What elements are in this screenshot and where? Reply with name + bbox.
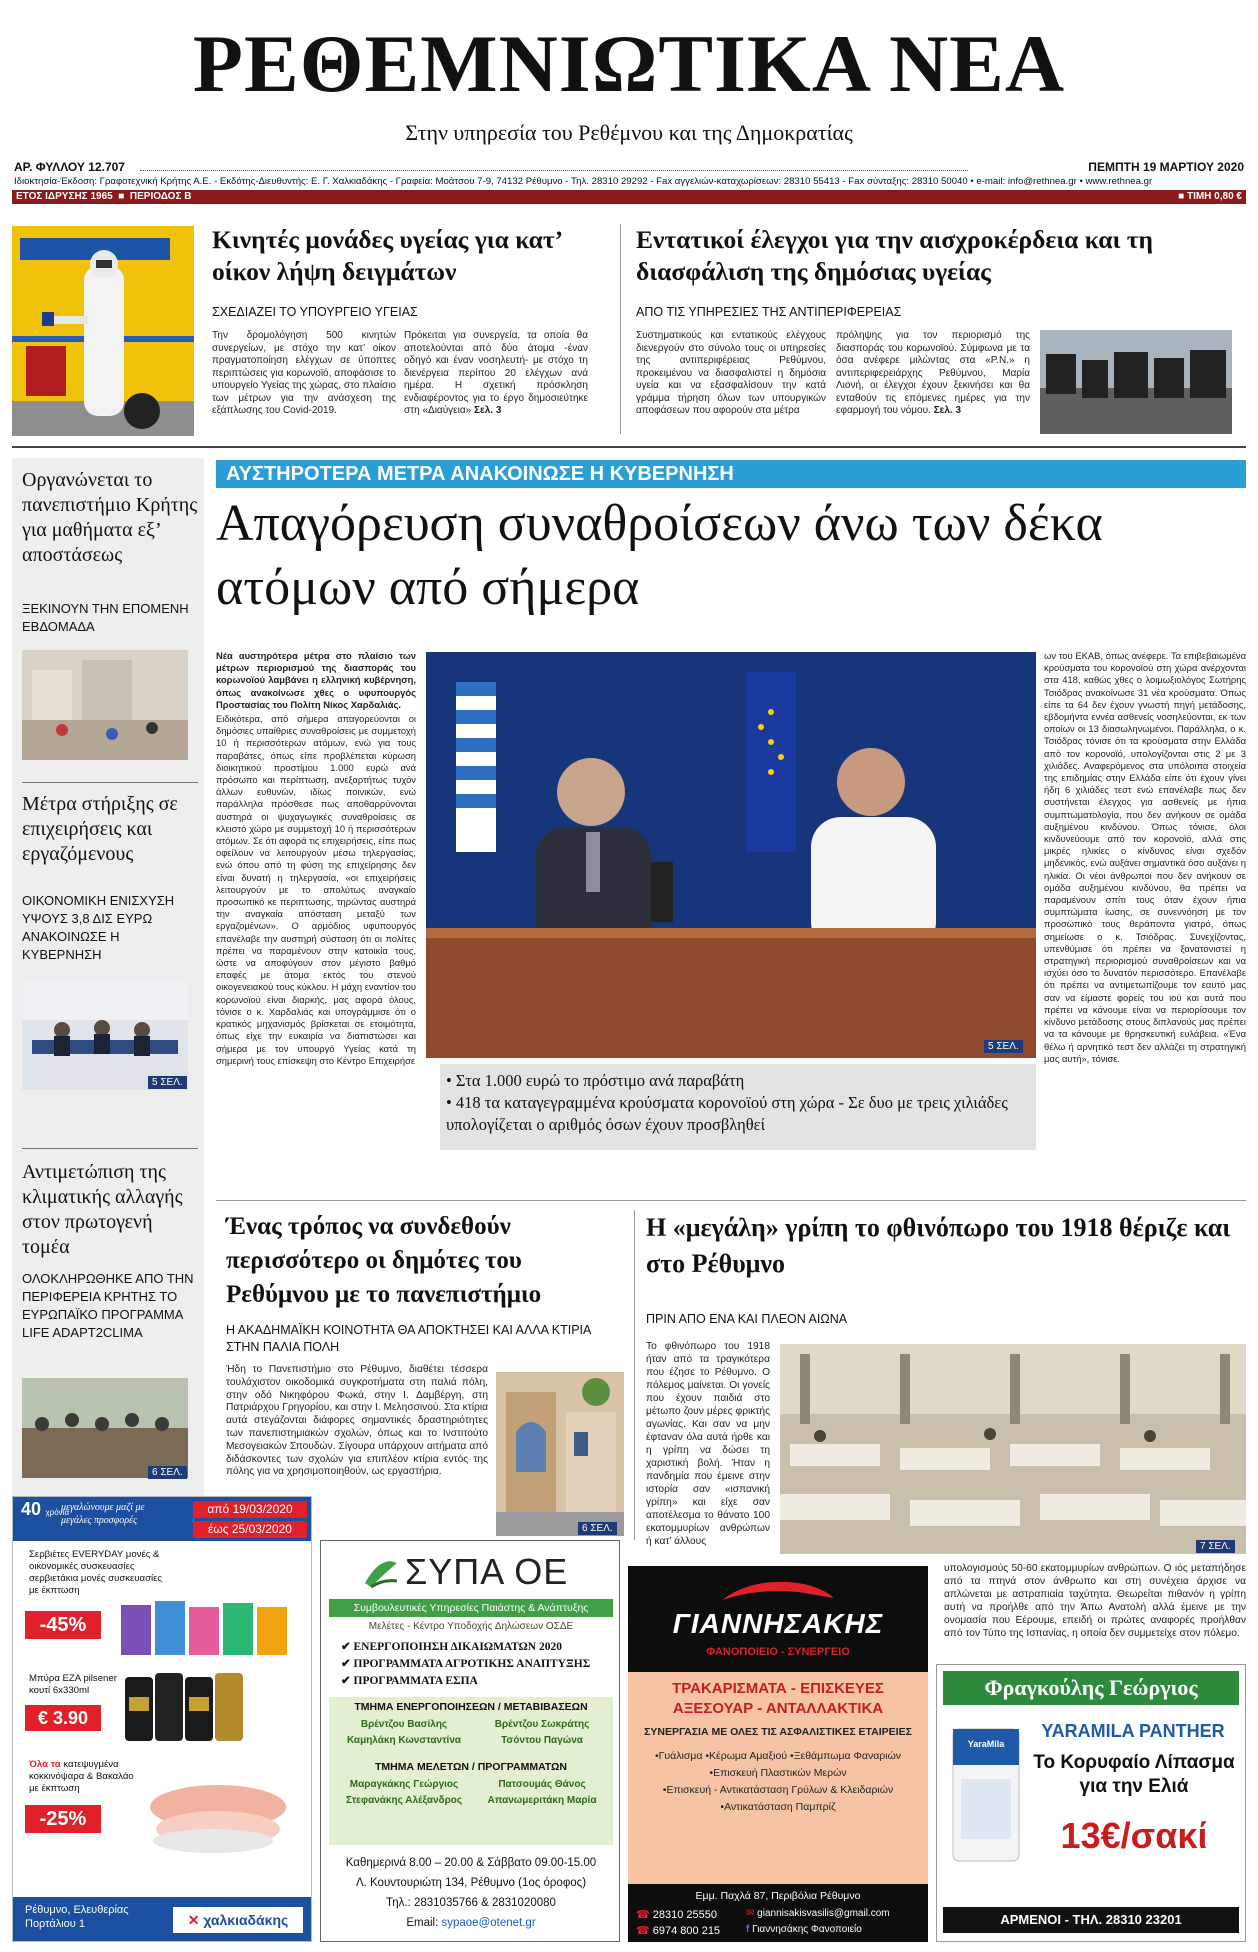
lead-bullet-2-text: 418 τα καταγεγραμμένα κρούσματα κορονοϊού στη χώρα - Σε δυο με τρεις χιλιάδες υπολογίζεται ο αριθμός όσων έχουν προσβληθεί xyxy=(446,1093,1008,1134)
masthead-info-bar xyxy=(12,190,1246,204)
lead-headline: Απαγόρευση συναθροίσεων άνω των δέκα ατόμων από σήμερα xyxy=(216,495,1103,616)
giannisakis-email xyxy=(746,1908,890,1919)
conference-illustration xyxy=(22,1378,188,1478)
car-silhouette-icon xyxy=(718,1576,838,1606)
old-town-photo xyxy=(496,1372,624,1536)
offer1-text: Σερβιέτες EVERYDAY μονές & οικονομικές συσκευασίες σερβιετάκια μονές συσκευασίες με έκπτωση xyxy=(29,1549,163,1596)
lead-bullet-1 xyxy=(446,1070,1030,1092)
sypa-dept1-person-2: Βρέντζου Σωκράτης xyxy=(494,1719,590,1730)
chairs-illustration xyxy=(1040,330,1232,434)
top-left-col2-text: Πρόκειται για συνεργεία, τα οποία θα αποτελούνται από δύο άτομα -έναν οδηγό και έναν νοσηλευτή- με στόχο τη διενέργεια περίπου 20 ελέγχων ανά ημέρα. Η σχετική πρόσκληση ενδιαφέροντος για το έργο δημοσιεύτηκε στη «Διαύγεια» xyxy=(404,330,588,416)
email-icon: ✉ xyxy=(746,1908,758,1919)
store-x-icon: ✕ xyxy=(187,1912,204,1928)
check-icon: ✔ xyxy=(341,1658,354,1670)
mid-right-headline: Η «μεγάλη» γρίπη το φθινόπωρο του 1918 θέριζε και στο Ρέθυμνο xyxy=(646,1213,1231,1278)
lead-left-body: Ειδικότερα, από σήμερα απαγορεύονται οι δημόσιες υπαίθριες συναθροίσεις με συμμετοχή 10 ή περισσότερων ατόμων, ενώ για τους παραβάτες, όπως είπε προβλέπεται κύρωση διοικητικού προστίμου 1.000 ευρώ ανά πρόσωπο και περίπτωση, ανεξαρτήτως τυχόν άλλων ευθυνών, ιδίως ποινικών, ενώ παράλληλα πρόσθεσε πως αποθαρρύνονται αυστηρά οι ψυχαγωγικές συναθροίσεις σε κλειστό χώρο με συμμετοχή 10 ή περισσότερων ατόμων. Σε ότι αφορά τις επιχειρήσεις, είπε πως οφείλουν να λειτουργούν μέσω τηλεργασίας, ενώ όπου από τη φύση της επιχείρησης δεν είναι δυνατή η τηλεργασία, «οι επιχειρήσεις λειτουργούν με το απολύτως αναγκαίο προσωπικό κε περιπτωσης, τηρώντας αυστηρά την αναγκαία απόσταση μεταξύ των εργαζομένων». Ο αρμόδιος υφυπουργός επανέλαβε την αυστηρή σύσταση ότι οι πολίτες πρέπει να παραμένουν στην κατοικία τους, ώστε να αποφύγουν στον μέγιστο βαθμό επαφές με άτομα εκτός του στενού οικογενειακού τους κύκλου. Η μάχη εναντίον του κορωνοϊού είναι διαρκής, μας αφορά όλους, τόνισε ο κ. Χαρδαλιάς και υπογράμμισε ότι ο κρατικός μηχανισμός βρίσκεται σε ετοιμότητα, όπως είχε την ευκαιρία να διαπιστώσει και σήμερα με τον υπουργό Υγείας κατά τη σημερινή τους επίσκεψη στο Κέντρο Επιχειρήσε xyxy=(216,713,416,1066)
offer3-desc: κατεψυγμένα κοκκινόψαρα & Βακαλάο με έκπτωση xyxy=(29,1759,134,1794)
giannisakis-fb xyxy=(746,1924,862,1935)
fragkoulis-contact: ΑΡΜΕΝΟΙ - ΤΗΛ. 28310 23201 xyxy=(943,1907,1239,1933)
mid-right-body-left: Το φθινόπωρο του 1918 ήταν από τα τραγικότερα που έζησε το Ρέθυμνο. Ο πόλεμος μαίνεται. Οι γονείς που έχουν παιδιά στο μέτωπο ζουν μέρες φρικτής αγωνίας. Και σαν να μην έφταναν όλα αυτά ήρθε και η γρίπη να δώσει τη χαριστική βολή. Ήταν η πανδημία που έμεινε στην ιστορία σαν «ισπανική γρίπη» και είχε σαν αποτέλεσμα το θάνατο 100 εκατομμυρίων ανθρώπων ή κατ’ άλλους xyxy=(646,1341,770,1547)
fragkoulis-desc: Το Κορυφαίο Λίπασμα για την Ελιά xyxy=(1033,1752,1235,1797)
issue-number: ΑΡ. ΦΥΛΛΟΥ 12.707 xyxy=(14,160,125,174)
price-label xyxy=(1178,190,1242,204)
service-4: Επισκευή Πλαστικών Μερών xyxy=(713,1767,847,1779)
top-right-col2 xyxy=(836,330,1030,418)
mid-left-headline: Ένας τρόπος να συνδεθούν περισσότερο οι δημότες του Ρεθύμνου με το πανεπιστήμιο xyxy=(226,1213,542,1308)
square-icon: ■ xyxy=(115,191,128,202)
sypa-phone: Τηλ.: 2831035766 & 2831020080 xyxy=(386,1897,556,1909)
offer1-value: -45% xyxy=(25,1611,101,1639)
sypa-logo-icon xyxy=(361,1553,401,1593)
lead-bullet-2 xyxy=(446,1092,1030,1136)
sypa-service-2 xyxy=(341,1656,611,1673)
badge-number: 40 xyxy=(21,1499,42,1519)
sypa-dept2-person-3: Στεφανάκης Αλέξανδρος xyxy=(345,1795,463,1806)
dot-icon: • xyxy=(705,1750,710,1762)
phone2-text[interactable]: 6974 800 215 xyxy=(652,1925,721,1937)
sidebar-item-1-photo xyxy=(22,650,188,760)
sypa-dept1-person-3: Καμηλάκη Κωνσταντίνα xyxy=(346,1735,462,1746)
mid-left-body: Ήδη το Πανεπιστήμιο στο Ρέθυμνο, διαθέτει τέσσερα τουλάχιστον οικοδομικά συγκροτήματα στη παλιά πόλη, στην οδό Νικηφόρου Φωκά, στην Ι. Δαμβέργη, στη Πατριάρχου Γρηγορίου, και στην Ι. Μελησσινού. Στα κτίρια αυτά στεγάζονται διάφορες σημαντικές δραστηριότητες των πανεπιστημιακών σχολών, όπως και το Ινστιτούτο Μεσογειακών Σπουδών. Σίγουρα υπάρχουν αιτήματα από διδάσκοντες των σχολών για επιπλέον κτίρια εντός της πόλης για να χρησιμοποιηθούν, ως εργαστήρια. xyxy=(226,1364,488,1478)
sidebar-divider-1 xyxy=(22,782,198,783)
sidebar-item-2-kicker: ΟΙΚΟΝΟΜΙΚΗ ΕΝΙΣΧΥΣΗ ΥΨΟΥΣ 3,8 ΔΙΣ ΕΥΡΩ ΑΝΑΚΟΙΝΩΣΕ Η ΚΥΒΕΡΝΗΣΗ xyxy=(22,893,175,962)
sidebar-item-1-headline[interactable]: Οργανώνεται το πανεπιστήμιο Κρήτης για μαθήματα εξ’ αποστάσεως xyxy=(22,469,198,566)
sidebar-item-1-kicker: ΞΕΚΙΝΟΥΝ ΤΗΝ ΕΠΟΜΕΝΗ ΕΒΔΟΜΑΔΑ xyxy=(22,601,189,634)
publisher-line: Ιδιοκτησία-Έκδοση: Γραφοτεχνική Κρήτης Α.Ε. - Εκδότης-Διευθυντής: Ε. Γ. Χαλκιαδάκης - Γραφεία: Μοάτσου 7-9, 74132 Ρέθυμνο - Τηλ. 28310 29292 - Fax αγγελιών-καταχωρίσεων: 28310 55413 - Fax σύνταξης: 28310 50040 • e-mail: info@rethnea.gr • www.rethnea.gr xyxy=(14,176,1153,187)
dot-icon: • xyxy=(720,1801,725,1813)
sypa-ad[interactable] xyxy=(320,1540,620,1942)
sypa-dept1-person-4: Τσόντου Παγώνα xyxy=(501,1735,583,1746)
lead-bullets xyxy=(446,1070,1030,1136)
ambulance-illustration xyxy=(12,226,194,436)
mid-column-divider xyxy=(634,1210,635,1540)
service-6: Αντικατάσταση Παμπρίζ xyxy=(724,1801,836,1813)
giannisakis-line3: ΣΥΝΕΡΓΑΣΙΑ ΜΕ ΟΛΕΣ ΤΙΣ ΑΣΦΑΛΙΣΤΙΚΕΣ ΕΤΑΙΡΕΙΕΣ xyxy=(644,1726,912,1738)
mid-left-kicker: Η ΑΚΑΔΗΜΑΪΚΗ ΚΟΙΝΟΤΗΤΑ ΘΑ ΑΠΟΚΤΗΣΕΙ ΚΑΙ ΑΛΛΑ ΚΤΙΡΙΑ ΣΤΗΝ ΠΑΛΙΑ ΠΟΛΗ xyxy=(226,1323,591,1354)
mid-right-body-right: υπολογισμούς 50-60 εκατομμυρίων ανθρώπων. Ο ιός μεταπήδησε από τα πτηνά στον άνθρωπο και στη συνέχεια άρχισε να απλώνεται με αστραπιαία ταχύτητα. Θεωρείται πιθανόν η γρίπη αυτή να προήλθε από την Άπω Ανατολή αλλά έμεινε με την ονομασία που Εέρουμε, επειδή οι πρώτες αναφορές προήλθαν από τον Τύπο της Ισπανίας, η οποία δεν συμμετείχε στον πόλεμο. xyxy=(944,1563,1246,1639)
giannisakis-address: Εμμ. Παχλά 87, Περιβόλια Ρέθυμνο xyxy=(695,1890,861,1902)
top-right-kicker: ΑΠΟ ΤΙΣ ΥΠΗΡΕΣΙΕΣ ΤΗΣ ΑΝΤΙΠΕΡΙΦΕΡΕΙΑΣ xyxy=(636,305,902,319)
beer-product-image xyxy=(125,1667,265,1747)
giannisakis-services xyxy=(636,1748,920,1816)
sypa-email[interactable]: sypaoe@otenet.gr xyxy=(441,1917,536,1929)
mid-right-kicker: ΠΡΙΝ ΑΠΟ ΕΝΑ ΚΑΙ ΠΛΕΟΝ ΑΙΩΝΑ xyxy=(646,1312,848,1326)
service-3: Ξεθάμπωμα Φαναριών xyxy=(793,1750,902,1762)
fish-illustration xyxy=(143,1767,293,1857)
phone1-text[interactable]: 28310 25550 xyxy=(652,1909,717,1921)
fertilizer-bag-label: YaraMila xyxy=(967,1739,1005,1749)
offer3-text xyxy=(29,1759,139,1795)
founded-label xyxy=(16,190,191,204)
sypa-name: ΣΥΠΑ ΟΕ xyxy=(405,1551,569,1592)
check-icon: ✔ xyxy=(341,1675,354,1687)
beer-cans-illustration xyxy=(125,1667,265,1747)
giannisakis-line1: ΤΡΑΚΑΡΙΣΜΑΤΑ - ΕΠΙΣΚΕΥΕΣ xyxy=(672,1680,884,1697)
service-1: Γυάλισμα xyxy=(658,1750,703,1762)
lead-right-column: ων του ΕΚΑΒ, όπως ανέφερε. Τα επιβεβαιωμένα κρούσματα του κορονοϊού στη χώρα ανέρχονται στα 418, καθώς χθες ο λοιμωξιολόγος Σωτήρης Τσιόδρας ανακοίνωσε 31 νέα κρούσματα. Όπως είπε τα 64 δεν έχουν γνωστή πηγή μετάδοσης, εβδομήντα εννέα ασθενείς νοσηλεύονται, εκ των οποίων οι 13 διασωληνωμένοι. Παράλληλα, ο κ. Τσιόδρας τόνισε ότι τα κρούσματα στην Ελλάδα από τον κορονοϊό, υπολογίζονται στις 2 με 3 χιλιάδες. Αναφερόμενος στα υπόλοιπα στοιχεία της επιδημίας στην Ελλάδα είπε ότι έχουν γίνει ήδη 6 χιλιάδες τεστ ενώ επανέλαβε πως δεν συστήνεται έλεγχος για ασθενείς με ήπια συμπτωματολογία, που δεν ανήκουν σε ομάδα αυξημένου κινδύνου. Όπως τόνισε, όλοι κινδυνεύουμε από τον κορονοϊό, αλλά στις μικρές ηλικίες ο κίνδυνος είναι σχεδόν μηδενικός, ενώ αυξάνει σημαντικά όσο αυξάνει η ηλικία. Οι νέοι άνθρωποι που δεν ανήκουν σε ομάδα αυξημένου κινδύνου, θα πρέπει να παραμένουν σπίτι τους όταν έχουν ήπια συμπτώματα ίωσης, σε συνεννόηση με τον προσωπικό τους θεράποντα γιατρό, όπως σημείωσε ο κ. Τσιόδρας. Συνεχίζοντας, υπενθύμισε ότι πρέπει να ξανατονιστεί η στρατηγική περιορισμού συναθροίσεων και να ισχύει όσο το δυνατόν περισσότερο. Επανέλαβε ότι πρέπει να αντιμετωπίζουμε τον εαυτό μας σαν να είμαστε φορείς του ιού και αυτά που πρέπει να κάνουμε είναι να περιορίσουμε τον κίνδυνο μετάδοσης στους διπλανούς μας πρέπει να τα κάνουμε με θρησκευτική ευλάβεια. «Ένα θέλω ή αρνητικό τεστ δεν αλλάζει τη στρατηγική μας αυτή», τόνισε. xyxy=(1044,650,1246,1064)
sypa-service-2-text: ΠΡΟΓΡΑΜΜΑΤΑ ΑΓΡΟΤΙΚΗΣ ΑΝΑΠΤΥΞΗΣ xyxy=(353,1658,591,1670)
sidebar-item-3-page-ref[interactable]: 6 ΣΕΛ. xyxy=(148,1466,187,1479)
sypa-email-label: Email: xyxy=(406,1917,439,1929)
badge-text: χρόνια xyxy=(45,1508,70,1517)
top-left-col1: Την δρομολόγηση 500 κινητών συνεργείων, με στόχο την κατ’ οίκον πραγματοποίηση ελέγχων σε ύποπτες περιπτώσεις για κορωνοϊό, αποφάσισε το υπουργείο Υγείας της χώρας, στο πλαίσιο των μέτρων για την ανάσχεση της εξάπλωσης του Covid-2019. xyxy=(212,330,396,416)
store-name: χαλκιαδάκης xyxy=(203,1912,289,1928)
square-icon: ■ xyxy=(1178,191,1187,202)
sidebar-divider-2 xyxy=(22,1148,198,1149)
cafe-chairs-photo xyxy=(1040,330,1232,434)
sypa-dept2-title: ΤΜΗΜΑ ΜΕΛΕΤΩΝ / ΠΡΟΓΡΑΜΜΑΤΩΝ xyxy=(374,1761,568,1773)
flu-1918-photo xyxy=(780,1344,1246,1554)
offer3-value: -25% xyxy=(25,1805,101,1833)
offer2-value: € 3.90 xyxy=(25,1705,101,1731)
section-divider-mid xyxy=(216,1200,1246,1201)
service-2: Κέρωμα Αμαξιού xyxy=(709,1750,788,1762)
top-left-col2 xyxy=(404,330,588,418)
sypa-services xyxy=(341,1639,611,1690)
lead-intro: Νέα αυστηρότερα μέτρα στο πλαίσιο των μέτρων περιορισμού της διασποράς του κορωνοϊού λαμβάνει η ελληνική κυβέρνηση, όπως ανακοίνωσε χθες ο υφυπουργός Προστασίας του Πολίτη Νίκος Χαρδαλιάς. xyxy=(216,650,416,710)
top-left-headline: Κινητές μονάδες υγείας για κατ’ οίκον λήψη δειγμάτων xyxy=(212,225,562,286)
facebook-icon: f xyxy=(746,1924,753,1935)
fb-text[interactable]: Γιαννησάκης Φανοποιείο xyxy=(752,1924,862,1935)
sypa-dept1-title: ΤΜΗΜΑ ΕΝΕΡΓΟΠΟΙΗΣΕΩΝ / ΜΕΤΑΒΙΒΑΣΕΩΝ xyxy=(354,1701,588,1713)
sypa-service-1-text: ΕΝΕΡΓΟΠΟΙΗΣΗ ΔΙΚΑΙΩΜΑΤΩΝ 2020 xyxy=(353,1641,562,1653)
offer2-text: Μπύρα ΕΖΑ pilsener κουτί 6x330ml xyxy=(29,1673,117,1696)
market-address: Ρέθυμνο, Ελευθερίας Πορτάλιου 1 xyxy=(25,1904,129,1930)
lead-left-column xyxy=(216,650,416,1067)
top-column-divider xyxy=(620,224,621,434)
sypa-subtitle: Συμβουλευτικές Υπηρεσίες Παιάστης & Ανάπτυξης xyxy=(329,1599,613,1617)
fish-product-image xyxy=(143,1767,293,1857)
masthead-title: ΡΕΘΕΜΝΙΩΤΙΚΑ ΝΕΑ xyxy=(192,18,1066,109)
lead-banner: ΑΥΣΤΗΡΟΤΕΡΑ ΜΕΤΡΑ ΑΝΑΚΟΙΝΩΣΕ Η ΚΥΒΕΡΝΗΣΗ xyxy=(216,460,1246,488)
sidebar-item-3-headline[interactable]: Αντιμετώπιση της κλιματικής αλλαγής στον πρωτογενή τομέα xyxy=(22,1161,183,1258)
fragkoulis-ad[interactable] xyxy=(936,1664,1246,1942)
old-town-illustration xyxy=(496,1372,624,1536)
sypa-service-1 xyxy=(341,1639,611,1656)
giannisakis-sub: ΦΑΝΟΠΟΙΕΙΟ - ΣΥΝΕΡΓΕΙΟ xyxy=(706,1646,850,1658)
giannisakis-ad[interactable] xyxy=(628,1566,928,1942)
fragkoulis-name: Φραγκούλης Γεώργιος xyxy=(943,1671,1239,1705)
issue-dotted-line xyxy=(140,170,968,171)
sypa-email-line xyxy=(329,1917,613,1929)
sidebar-item-3-kicker: ΟΛΟΚΛΗΡΩΘΗΚΕ ΑΠΟ ΤΗΝ ΠΕΡΙΦΕΡΕΙΑ ΚΡΗΤΗΣ ΤΟ ΕΥΡΩΠΑΪΚΟ ΠΡΟΓΡΑΜΜΑ LIFE ADAPT2CLIMA xyxy=(22,1271,194,1340)
market-slogan: μεγαλώνουμε μαζί με μεγάλες προσφορές xyxy=(61,1502,145,1526)
issue-date: ΠΕΜΠΤΗ 19 ΜΑΡΤΙΟΥ 2020 xyxy=(1088,160,1244,174)
top-right-page-ref[interactable]: Σελ. 3 xyxy=(933,405,962,416)
sidebar-item-2-page-ref[interactable]: 5 ΣΕΛ. xyxy=(148,1076,187,1089)
top-right-col2-text: πρόληψης για τον περιορισμό της διασποράς του κορωνοϊού. Σύμφωνα με τα όσα ανέφερε μιλώντας στα «Ρ.Ν.» η αντιπεριφερειάρχης Ρεθύμνου, Μαρία Λιονή, οι έλεγχοι έχουν ξεκινήσει και θα ενταθούν τις επόμενες ημέρες για την εφαρμογή του νόμου. xyxy=(836,330,1030,416)
market-store-logo xyxy=(173,1907,303,1933)
hospital-ward-illustration xyxy=(780,1344,1246,1554)
giannisakis-phone1 xyxy=(636,1908,717,1921)
press-conference-photo xyxy=(426,652,1036,1058)
dot-icon: • xyxy=(662,1784,667,1796)
lead-page-ref[interactable]: 5 ΣΕΛ. xyxy=(984,1040,1023,1053)
sypa-hours: Καθημερινά 8.00 – 20.00 & Σάββατο 09.00-15.00 xyxy=(345,1857,597,1869)
top-right-headline: Εντατικοί έλεγχοι για την αισχροκέρδεια και τη διασφάλιση της δημόσιας υγείας xyxy=(636,225,1153,286)
giannisakis-line2: ΑΞΕΣΟΥΑΡ - ΑΝΤΑΛΛΑΚΤΙΚΑ xyxy=(672,1700,884,1717)
ambulance-photo xyxy=(12,226,194,436)
top-right-col1: Συστηματικούς και εντατικούς ελέγχους διενεργούν στο σύνολο τους οι υπηρεσίες της αντιπεριφέρειας Ρεθύμνου, προκειμένου να διασφαλιστεί η δημόσια υγεία και να εξασφαλίσουν την κατά γράμμα τήρηση όλων των υπουργικών αποφάσεων που αφορούν στα μέτρα xyxy=(636,330,826,416)
mid-left-page-ref[interactable]: 6 ΣΕΛ. xyxy=(578,1522,617,1535)
founded-text: ΕΤΟΣ ΙΔΡΥΣΗΣ 1965 xyxy=(16,191,113,202)
dot-icon: • xyxy=(709,1767,714,1779)
fragkoulis-product: YARAMILA PANTHER xyxy=(1041,1721,1225,1741)
bullet-icon: • xyxy=(446,1071,456,1090)
fragkoulis-price: 13€/σακί xyxy=(1060,1815,1208,1856)
section-divider-top xyxy=(12,446,1246,448)
check-icon: ✔ xyxy=(341,1641,354,1653)
car-logo-icon xyxy=(718,1576,838,1606)
top-left-kicker: ΣΧΕΔΙΑΖΕΙ ΤΟ ΥΠΟΥΡΓΕΙΟ ΥΓΕΙΑΣ xyxy=(212,305,418,319)
sypa-address: Λ. Κουντουριώτη 134, Ρέθυμνο (1ος όροφος) xyxy=(355,1877,587,1889)
sidebar-item-2-photo xyxy=(22,980,188,1090)
cabinet-meeting-illustration xyxy=(22,980,188,1090)
sypa-dept1-person-1: Βρέντζου Βασίλης xyxy=(360,1719,448,1730)
pads-product-image xyxy=(121,1597,301,1663)
dot-icon: • xyxy=(790,1750,794,1762)
email-text[interactable]: giannisakisvasilis@gmail.com xyxy=(757,1908,890,1919)
press-conference-illustration xyxy=(426,652,1036,1058)
sypa-service-3-text: ΠΡΟΓΡΑΜΜΑΤΑ ΕΣΠΑ xyxy=(353,1675,478,1687)
giannisakis-phone2 xyxy=(636,1924,720,1937)
sidebar-item-2-headline[interactable]: Μέτρα στήριξης σε επιχειρήσεις και εργαζόμενους xyxy=(22,793,178,865)
bullet-icon: • xyxy=(446,1093,456,1112)
date-to: έως 25/03/2020 xyxy=(193,1521,307,1538)
supermarket-ad[interactable] xyxy=(12,1496,312,1942)
mid-right-page-ref[interactable]: 7 ΣΕΛ. xyxy=(1196,1540,1235,1553)
pads-packs-illustration xyxy=(121,1597,301,1663)
giannisakis-name: ΓΙΑΝΝΗΣΑΚΗΣ xyxy=(672,1608,884,1639)
date-from: από 19/03/2020 xyxy=(193,1501,307,1518)
greek-flag-illustration xyxy=(456,682,496,852)
top-left-page-ref[interactable]: Σελ. 3 xyxy=(473,405,502,416)
service-5: Επισκευή - Αντικατάσταση Γρύλων & Κλειδαριών xyxy=(666,1784,894,1796)
period-text: ΠΕΡΙΟΔΟΣ Β xyxy=(129,191,192,202)
university-photo-illustration xyxy=(22,650,188,760)
sypa-center: Μελέτες - Κέντρο Υποδοχής Δηλώσεων ΟΣΔΕ xyxy=(368,1621,574,1632)
sidebar-item-3-photo xyxy=(22,1378,188,1478)
phone-icon: ☎ xyxy=(636,1909,653,1921)
price-text: ΤΙΜΗ 0,80 € xyxy=(1186,191,1242,202)
sypa-service-3 xyxy=(341,1673,611,1690)
leaf-icon xyxy=(361,1553,401,1593)
dot-icon: • xyxy=(654,1750,659,1762)
sypa-dept2-person-1: Μαραγκάκης Γεώργιος xyxy=(349,1779,459,1790)
sypa-dept2-person-4: Απανωμεριτάκη Μαρία xyxy=(487,1795,597,1806)
masthead-tagline: Στην υπηρεσία του Ρεθέμνου και της Δημοκρατίας xyxy=(405,120,853,145)
lead-bullet-1-text: Στα 1.000 ευρώ το πρόστιμο ανά παραβάτη xyxy=(455,1071,745,1090)
mobile-icon: ☎ xyxy=(636,1925,653,1937)
offer3-brand: Όλα τα xyxy=(29,1759,61,1770)
sypa-dept2-person-2: Πατσουμάς Θάνος xyxy=(498,1779,586,1790)
